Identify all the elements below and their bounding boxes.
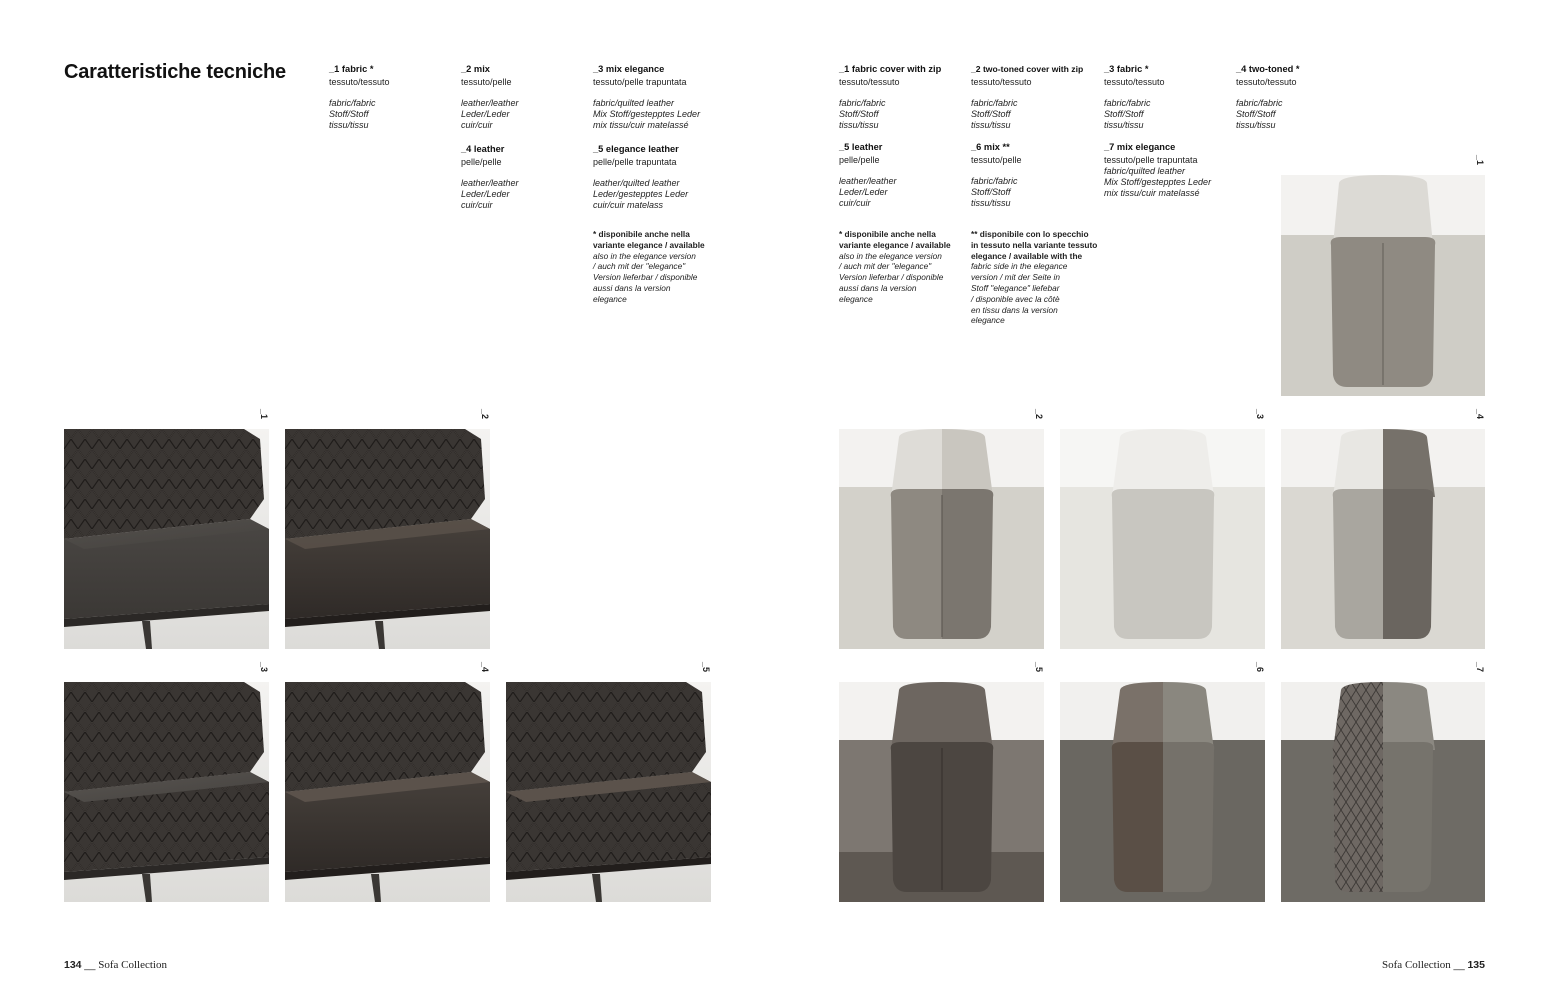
spec-line: Stoff/Stoff [1104,109,1144,119]
spec-italian: tessuto/pelle [971,155,1022,165]
spec-heading: _4 two-toned * [1236,64,1300,74]
spec-line: mix tissu/cuir matelassé [1104,188,1200,198]
cushion-photo-mix-elegance [1281,682,1485,902]
note-line: version / mit der Seite in [971,272,1060,283]
page-number: 135 [1467,959,1485,971]
photo-label: _3 [259,661,269,672]
spec-line: tissu/tissu [971,120,1011,130]
spec-line: fabric/fabric [1236,98,1283,108]
spec-line: tissu/tissu [971,198,1011,208]
spec-line: cuir/cuir matelass [593,200,664,210]
note-line: elegance [971,315,1005,326]
spec-left-1 [329,64,390,131]
spec-heading: _2 mix [461,64,490,74]
note-line: aussi dans la version [839,282,917,293]
note-line: elegance [839,293,873,304]
note-line: elegance / available with the [971,250,1083,261]
spec-right-4 [1236,64,1300,131]
footer-separator: __ [81,960,99,971]
page-title: Caratteristiche tecniche [64,61,286,83]
note-line: also in the elegance version [839,250,942,261]
cushion-photo-fabric [1060,429,1265,649]
spec-heading: _6 mix ** [971,142,1010,152]
spec-left-4 [461,144,519,211]
spec-line: Leder/Leder [461,189,510,199]
spec-right-7 [1104,142,1211,199]
spec-italian: pelle/pelle trapuntata [593,157,677,167]
photo-label: _5 [1034,661,1044,672]
spec-italian: tessuto/tessuto [1104,77,1165,87]
spec-right-6 [971,142,1022,209]
note-line: en tissu dans la version [971,304,1058,315]
spec-heading: _5 elegance leather [593,144,679,154]
spec-line: Stoff/Stoff [971,187,1011,197]
left-footnote [593,229,705,305]
spec-line: Stoff/Stoff [1236,109,1276,119]
spec-line: fabric/fabric [971,176,1018,186]
spec-right-2 [971,64,1083,131]
spec-heading: _3 mix elegance [593,64,665,74]
cushion-photo-leather [839,682,1044,902]
spec-line: Stoff/Stoff [329,109,369,119]
spec-line: fabric/fabric [839,98,886,108]
spec-italian: tessuto/tessuto [329,77,390,87]
note-line: Stoff "elegance" liefebar [971,282,1060,293]
spec-left-5 [593,144,688,211]
note-line: / auch mit der "elegance" [839,261,932,272]
spec-line: cuir/cuir [839,198,871,208]
spec-line: cuir/cuir [461,120,493,130]
note-line: / disponible avec la côtè [971,293,1060,304]
spec-italian: pelle/pelle [461,157,502,167]
photo-label: _7 [1475,661,1485,672]
spec-heading: _7 mix elegance [1104,142,1176,152]
spec-line: fabric/fabric [1104,98,1151,108]
spec-line: leather/quilted leather [593,178,680,188]
note-line: in tessuto nella variante tessuto [971,239,1098,250]
note-line: aussi dans la version [593,282,671,293]
spec-line: leather/leather [461,178,519,188]
spec-line: Stoff/Stoff [839,109,879,119]
spec-heading: _5 leather [839,142,883,152]
photo-label: _6 [1255,661,1265,672]
cushion-photo-fabric-zip [1281,175,1485,396]
spec-heading: _3 fabric * [1104,64,1149,74]
spec-line: Leder/Leder [461,109,510,119]
collection-name: Sofa Collection [1382,959,1451,971]
photo-label: _2 [480,408,490,419]
note-line: fabric side in the elegance [971,261,1068,272]
spec-line: Mix Stoff/gestepptes Leder [593,109,701,119]
spec-line: tissu/tissu [1104,120,1144,130]
sofa-photo-mix [285,429,490,649]
footer-right [1382,958,1485,973]
note-line: Version lieferbar / disponible [839,272,944,283]
spec-italian: tessuto/tessuto [971,77,1032,87]
spec-line: tissu/tissu [1236,120,1276,130]
note-line: / auch mit der "elegance" [593,261,686,272]
spec-right-3 [1104,64,1165,131]
photo-label: _1 [259,408,269,419]
page-number: 134 [64,959,82,971]
photo-label: _4 [1475,408,1485,419]
spec-right-1 [839,64,941,131]
spec-italian: tessuto/tessuto [1236,77,1297,87]
spec-left-3 [593,64,700,131]
spec-italian: tessuto/tessuto [839,77,900,87]
right-footnote-single [839,229,951,305]
spec-line: Mix Stoff/gestepptes Leder [1104,177,1212,187]
spec-italian: tessuto/pelle [461,77,512,87]
spec-line: cuir/cuir [461,200,493,210]
note-line: variante elegance / available [593,239,705,250]
photo-label: _1 [1475,154,1485,165]
collection-name: Sofa Collection [98,959,167,971]
note-line: * disponibile anche nella [839,229,936,239]
spec-italian: tessuto/pelle trapuntata [1104,155,1198,165]
cushion-photo-two-toned-zip [839,429,1044,649]
note-line: Version lieferbar / disponible [593,272,698,283]
spec-left-2 [461,64,519,131]
spec-line: tissu/tissu [839,120,879,130]
spec-line: Stoff/Stoff [971,109,1011,119]
cushion-photo-two-toned [1281,429,1485,649]
cushion-photo-mix [1060,682,1265,902]
sofa-photo-elegance-leather [506,682,711,902]
spec-line: Leder/Leder [839,187,888,197]
note-line: variante elegance / available [839,239,951,250]
spec-line: fabric/fabric [329,98,376,108]
spec-italian: tessuto/pelle trapuntata [593,77,687,87]
spec-heading: _1 fabric cover with zip [839,64,942,74]
note-line: ** disponibile con lo specchio [971,229,1089,239]
spec-line: leather/leather [461,98,519,108]
note-line: * disponibile anche nella [593,229,690,239]
photo-label: _3 [1255,408,1265,419]
spec-heading: _4 leather [461,144,505,154]
note-line: also in the elegance version [593,250,696,261]
spec-heading: _2 two-toned cover with zip [971,64,1084,74]
photo-label: _2 [1034,408,1044,419]
spec-line: tissu/tissu [329,120,369,130]
spec-line: fabric/quilted leather [1104,166,1186,176]
sofa-photo-mix-elegance [64,682,269,902]
footer-separator: __ [1450,960,1468,971]
spec-line: fabric/quilted leather [593,98,675,108]
spec-line: Leder/gestepptes Leder [593,189,689,199]
spec-heading: _1 fabric * [329,64,374,74]
photo-label: _5 [701,661,711,672]
spec-line: leather/leather [839,176,897,186]
spec-line: mix tissu/cuir matelassé [593,120,689,130]
right-footnote-double [971,229,1097,326]
note-line: elegance [593,293,627,304]
spec-right-5 [839,142,897,209]
spec-italian: pelle/pelle [839,155,880,165]
spec-line: fabric/fabric [971,98,1018,108]
sofa-photo-leather [285,682,490,902]
photo-label: _4 [480,661,490,672]
footer-left [64,958,167,973]
sofa-photo-fabric [64,429,269,649]
